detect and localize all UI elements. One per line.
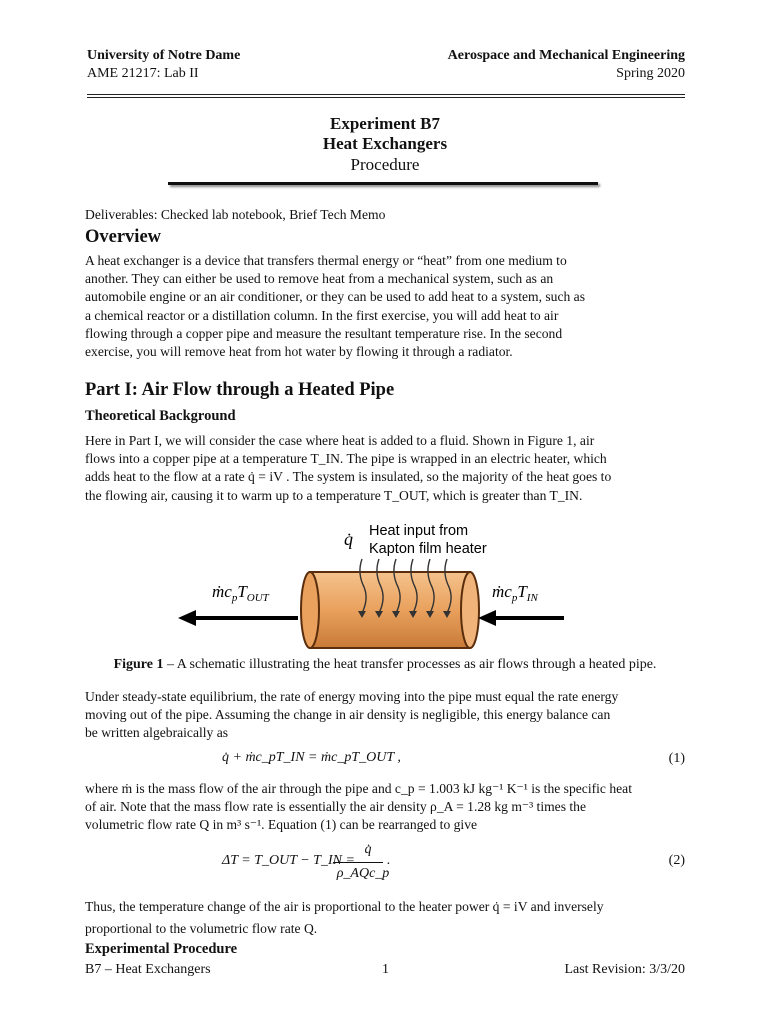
header-rule-top: [87, 94, 685, 95]
experiment-subtitle: Procedure: [350, 155, 420, 174]
part1-intro: [85, 432, 685, 505]
equation-2-denominator: ρ_AQc_p: [336, 866, 390, 881]
equation-2-numerator: q̇: [364, 842, 372, 857]
header-rule-bottom: [87, 97, 685, 98]
q-dot-label: q̇: [344, 529, 353, 549]
overview-line: another. They can either be used to remove heat from a mechanical system, such as an: [85, 271, 554, 287]
figure-1-heated-pipe: [170, 515, 600, 655]
intro-line: Here in Part I, we will consider the case where heat is added to a fluid. Shown in Figure 1, air: [85, 433, 595, 448]
pipe-outlet-end: [301, 572, 319, 648]
intro-line: flows into a copper pipe at a temperature T_IN. The pipe is wrapped in an electric heater, which: [85, 451, 607, 467]
pipe-inlet-end: [461, 572, 479, 648]
equation-1: q̇ + ṁc_pT_IN = ṁc_pT_OUT ,: [222, 750, 401, 765]
heat-input-label-2: Kapton film heater: [369, 541, 487, 557]
in-flow-label: $ṁc_pT_{IN}$: [492, 582, 538, 604]
thus-paragraph: [85, 896, 685, 940]
where-line: volumetric flow rate Q in m³ s⁻¹. Equation (1) can be rearranged to give: [85, 817, 478, 833]
figure-caption-label: Figure 1: [113, 657, 164, 672]
experiment-title: Experiment B7: [329, 114, 441, 133]
intro-line: the flowing air, causing it to warm up to a temperature T_OUT, which is greater than T_IN.: [85, 487, 583, 503]
footer-title: B7 – Heat Exchangers: [85, 962, 211, 977]
thus-line: Thus, the temperature change of the air is proportional to the heater power q̇ = iV and inversely: [85, 899, 604, 914]
footer-revision: Last Revision: 3/3/20: [564, 962, 685, 977]
overview-line: A heat exchanger is a device that transfers thermal energy or “heat” from one medium to: [85, 253, 567, 268]
thus-line: proportional to the volumetric flow rate Q.: [85, 921, 318, 936]
procedure-heading: Experimental Procedure: [85, 941, 238, 957]
overview-line: automobile engine or an air conditioner, or they can be used to add heat to a system, such as: [85, 289, 586, 305]
pipe-body: [310, 572, 470, 648]
balance-line: moving out of the pipe. Assuming the change in air density is negligible, this energy balance can: [85, 707, 611, 723]
part1-heading: Part I: Air Flow through a Heated Pipe: [85, 380, 395, 400]
title-rule: [168, 182, 598, 185]
where-paragraph: [85, 780, 685, 835]
intro-line: adds heat to the flow at a rate q̇ = iV . The system is insulated, so the majority of the heat goes to: [85, 469, 612, 485]
heat-input-label-1: Heat input from: [369, 523, 469, 539]
overview-line: a chemical reactor or a distillation column. In the first exercise, you will add heat to air: [85, 307, 559, 323]
overview-line: flowing through a copper pipe and measure the resultant temperature rise. In the second: [85, 325, 563, 341]
header-course: AME 21217: Lab II: [87, 66, 199, 81]
overview-line: exercise, you will remove heat from hot water by flowing it through a radiator.: [85, 344, 513, 360]
where-line: where ṁ is the mass flow of the air through the pipe and c_p = 1.003 kJ kg⁻¹ K⁻¹ is the specific heat: [85, 781, 632, 796]
equation-2-lhs: ΔT = T_OUT − T_IN =: [222, 853, 355, 868]
overview-paragraph: [85, 252, 685, 361]
where-line: of air. Note that the mass flow rate is essentially the air density ρ_A = 1.28 kg m⁻³ times the: [85, 799, 587, 815]
balance-paragraph: [85, 688, 685, 743]
footer-page-number: 1: [382, 962, 389, 977]
figure-1-caption: [0, 657, 770, 673]
balance-line: Under steady-state equilibrium, the rate of energy moving into the pipe must equal the rate energy: [85, 689, 619, 704]
inflow-arrow-head: [478, 610, 496, 626]
equation-2-period: .: [387, 853, 391, 868]
equation-1-number: (1): [668, 751, 685, 766]
header-university: University of Notre Dame: [87, 48, 241, 63]
balance-line: be written algebraically as: [85, 725, 229, 741]
equation-2-number: (2): [668, 853, 685, 868]
equation-2-fraction-bar: [333, 862, 383, 863]
header-department: Aerospace and Mechanical Engineering: [447, 48, 685, 63]
deliverables: Deliverables: Checked lab notebook, Brief Tech Memo: [85, 207, 386, 222]
header-term: Spring 2020: [616, 66, 685, 81]
theory-heading: Theoretical Background: [85, 408, 236, 424]
figure-caption-text: – A schematic illustrating the heat transfer processes as air flows through a heated pipe.: [163, 657, 657, 672]
out-flow-label: $ṁc_pT_{OUT}$: [212, 582, 269, 604]
overview-heading: Overview: [85, 227, 162, 247]
outflow-arrow-head: [178, 610, 196, 626]
experiment-name: Heat Exchangers: [322, 134, 448, 153]
